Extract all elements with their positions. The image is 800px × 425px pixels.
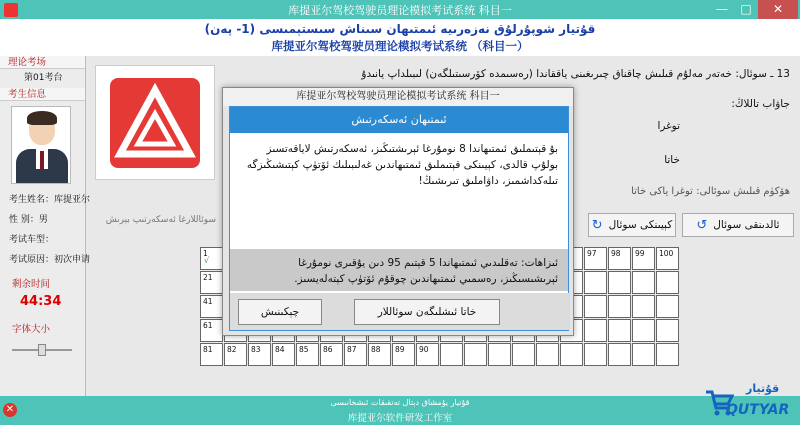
answer-cell[interactable] xyxy=(440,343,463,366)
status-bar xyxy=(0,396,800,425)
answer-cell[interactable] xyxy=(632,343,655,366)
brand-name: QUTYAR xyxy=(726,402,790,418)
question-type-text: ھۆكۈم قىلىش سوئالى: توغرا ياكى خاتا xyxy=(631,186,790,197)
dialog-button-bar xyxy=(230,293,570,330)
minimize-button[interactable]: — xyxy=(716,2,728,16)
answer-cell-number: 89 xyxy=(395,345,405,354)
exam-room-title: 理论考场 xyxy=(0,56,85,69)
examinee-gender xyxy=(0,210,85,230)
answer-cell-number: 83 xyxy=(251,345,261,354)
answer-cell[interactable] xyxy=(512,343,535,366)
answer-cell-number: 97 xyxy=(587,249,597,258)
avatar xyxy=(11,106,71,184)
result-dialog xyxy=(222,87,574,336)
answer-cell[interactable] xyxy=(584,343,607,366)
dialog-note: ئىزاھات: تەقلىدىي ئىمتىھاندا 5 قېتىم 95 دىن يۇقىرى نومۇرغا ئېرىشىسىڭىز، رەسمىي ئىمتىھاندىن چوقۇم ئۆتۈپ كېتەلەيسىز. xyxy=(230,249,568,291)
answer-cell-number: 99 xyxy=(635,249,645,258)
next-question-button[interactable] xyxy=(588,213,676,237)
exam-reason xyxy=(0,250,91,270)
answer-cell[interactable] xyxy=(272,343,295,366)
vehicle-label: 考试车型： xyxy=(9,235,55,245)
reason-value: 初次申请 xyxy=(54,255,91,265)
time-remaining-title: 剩余时间 xyxy=(12,279,51,290)
answer-cell[interactable] xyxy=(608,343,631,366)
answer-cell[interactable] xyxy=(608,271,631,294)
exit-button[interactable]: چېكىنىش xyxy=(238,299,322,325)
prev-question-button[interactable] xyxy=(682,213,794,237)
answer-cell[interactable] xyxy=(200,343,223,366)
header-uyghur-title: قۇتيار شوپۇرلۇق نەزەرىيە ئىمتىھان سىناش سىستېمىسى (1- پەن) xyxy=(204,22,596,36)
qutyar-logo xyxy=(704,380,796,420)
close-icon[interactable]: ✕ xyxy=(3,403,17,417)
studio-uyghur-name: قۇتيار يۇمشاق دېتال تەتقىقات ئىشخانىسى xyxy=(330,398,470,407)
answer-cell[interactable] xyxy=(248,343,271,366)
answer-cell[interactable] xyxy=(584,247,607,270)
title-bar xyxy=(0,0,800,19)
answer-cell[interactable] xyxy=(656,319,679,342)
review-mistakes-button[interactable]: خاتا ئىشلىگەن سوئاللار xyxy=(354,299,500,325)
answer-cell[interactable] xyxy=(632,295,655,318)
answer-cell-number: 86 xyxy=(323,345,333,354)
answer-cell-number: 41 xyxy=(203,297,213,306)
question-text: 13 ـ سوئال: خەتەر مەلۇم قىلىش چاقناق چىرىغىنى ياققاندا (رەسىمدە كۆرسىتىلگەن) لىبىلداپ يانىدۇ xyxy=(361,68,790,80)
dialog-window-title: 库提亚尔驾校驾驶员理论模拟考试系统 科目一 xyxy=(223,88,573,106)
answer-cell[interactable] xyxy=(200,247,223,270)
hazard-warning-icon xyxy=(96,66,214,179)
answer-cell[interactable] xyxy=(656,295,679,318)
answer-cell[interactable] xyxy=(584,319,607,342)
answer-cell[interactable] xyxy=(632,271,655,294)
answer-cell[interactable] xyxy=(416,343,439,366)
answer-cell-number: 98 xyxy=(611,249,621,258)
name-label: 考生姓名： xyxy=(9,195,55,205)
gender-value: 男 xyxy=(38,215,48,225)
answer-cell-number: 82 xyxy=(227,345,237,354)
brand-uyghur: قۇتيار xyxy=(746,382,780,395)
next-question-label: كېيىنكى سوئال xyxy=(608,219,673,231)
answer-cell[interactable] xyxy=(608,247,631,270)
prev-question-label: ئالدىنقى سوئال xyxy=(713,219,780,231)
answer-cell[interactable] xyxy=(224,343,247,366)
app-header xyxy=(0,19,800,56)
close-button[interactable]: ✕ xyxy=(758,0,798,19)
answer-cell-mark: √ xyxy=(204,256,210,265)
answer-cell-number: 84 xyxy=(275,345,285,354)
answer-cell[interactable] xyxy=(464,343,487,366)
studio-chinese-name: 库提亚尔软件研发工作室 xyxy=(347,413,453,424)
dialog-heading: ئىمتىھان ئەسكەرتىش xyxy=(230,107,568,133)
answer-cell-number: 85 xyxy=(299,345,309,354)
examinee-info-title: 考生信息 xyxy=(0,88,85,101)
dialog-content xyxy=(229,106,569,331)
answer-cell[interactable] xyxy=(656,343,679,366)
answer-cell-number: 87 xyxy=(347,345,357,354)
answer-cell[interactable] xyxy=(584,295,607,318)
answer-cell[interactable] xyxy=(296,343,319,366)
answer-cell[interactable] xyxy=(560,343,583,366)
examinee-name xyxy=(0,190,91,210)
answer-cell-number: 61 xyxy=(203,321,213,330)
gender-label: 性 别： xyxy=(9,215,39,225)
redo-arrow-icon: ↻ xyxy=(591,217,603,233)
option-false[interactable]: خاتا xyxy=(664,154,680,166)
question-image xyxy=(95,65,215,180)
answer-cell[interactable] xyxy=(584,271,607,294)
font-size-slider[interactable] xyxy=(12,344,72,356)
answer-cell-number: 100 xyxy=(659,249,674,258)
answer-cell[interactable] xyxy=(200,271,223,294)
answer-cell-number: 88 xyxy=(371,345,381,354)
answer-cell[interactable] xyxy=(200,295,223,318)
answer-cell[interactable] xyxy=(392,343,415,366)
option-true[interactable]: توغرا xyxy=(657,120,680,132)
answer-cell[interactable] xyxy=(632,247,655,270)
maximize-button[interactable]: □ xyxy=(740,2,752,16)
time-remaining-value: 44:34 xyxy=(20,294,62,309)
answer-cell[interactable] xyxy=(656,271,679,294)
reason-label: 考试原因： xyxy=(9,255,55,265)
answer-cell[interactable] xyxy=(488,343,511,366)
answer-cell-number: 21 xyxy=(203,273,213,282)
answer-cell[interactable] xyxy=(368,343,391,366)
name-value: 库提亚尔 xyxy=(54,195,91,205)
answer-cell[interactable] xyxy=(320,343,343,366)
header-chinese-title: 库提亚尔驾校驾驶员理论模拟考试系统 （科目一） xyxy=(271,39,529,53)
answers-label: جاۋاب تاللاڭ: xyxy=(731,98,790,110)
sidebar xyxy=(0,56,91,396)
undo-arrow-icon: ↺ xyxy=(696,217,708,233)
answer-cell[interactable] xyxy=(632,319,655,342)
answer-cell-number: 90 xyxy=(419,345,429,354)
answer-cell[interactable] xyxy=(608,319,631,342)
answer-cell-number: 81 xyxy=(203,345,213,354)
answer-cell-number: 1 xyxy=(203,249,208,258)
font-size-title: 字体大小 xyxy=(12,324,51,335)
slider-thumb[interactable] xyxy=(38,344,46,356)
answer-cell[interactable] xyxy=(536,343,559,366)
hint-text: سوئاللارغا ئەسكەرتىپ بېرىش xyxy=(105,215,216,225)
seat-number: 第01考台 xyxy=(24,73,63,83)
vehicle-type xyxy=(0,230,85,250)
answer-cell[interactable] xyxy=(200,319,223,342)
answer-cell[interactable] xyxy=(656,247,679,270)
answer-cell[interactable] xyxy=(608,295,631,318)
window-title: 库提亚尔驾校驾驶员理论模拟考试系统 科目一 xyxy=(288,3,512,17)
dialog-message: بۇ قېتىملىق ئىمتىھاندا 8 نومۇرغا ئېرىشتىڭىز، ئەسكەرتىش لاياقەتسىز بولۇپ قالدى، كېيىنكى قېتىملىق ئىمتىھاندىن غەلىبىلىك ئۆتۈپ كېتىشىڭىزگە تىلەكداشمىز، داۋاملىق تىرىشىڭ! xyxy=(246,143,558,187)
answer-cell[interactable] xyxy=(344,343,367,366)
